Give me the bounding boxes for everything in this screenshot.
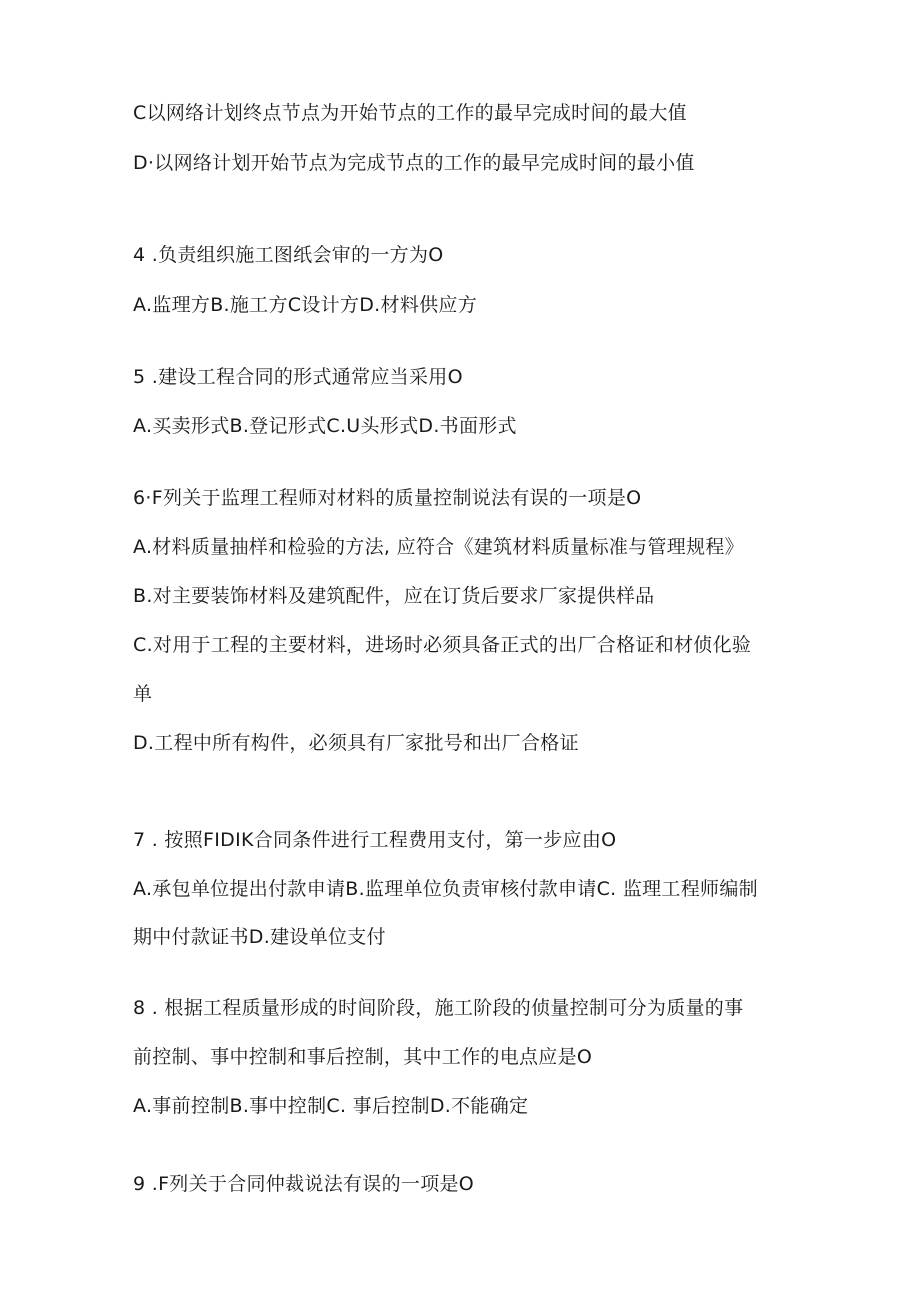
question-6: 6·F列关于监理工程师对材料的质量控制说法有误的一项是O (133, 487, 642, 509)
question-8-continued: 前控制、事中控制和事后控制，其中工作的电点应是O (133, 1046, 593, 1068)
options-q8: A.事前控制B.事中控制C. 事后控制D.不能确定 (133, 1095, 529, 1117)
options-q7-continued: 期中付款证书D.建设单位支付 (133, 926, 386, 948)
question-8: 8 . 根据工程质量形成的时间阶段，施工阶段的侦量控制可分为质量的事 (133, 997, 744, 1019)
question-4: 4 .负责组织施工图纸会审的一方为O (133, 244, 444, 266)
options-q5: A.买卖形式B.登记形式C.U头形式D.书面形式 (133, 415, 517, 437)
option-b-q6: B.对主要装饰材料及建筑配件，应在订货后要求厂家提供样品 (133, 585, 655, 607)
option-c-q6-continued: 单 (133, 683, 153, 705)
question-5: 5 .建设工程合同的形式通常应当采用O (133, 366, 463, 388)
option-c-q3: C以网络计划终点节点为开始节点的工作的最早完成时间的最大值 (133, 102, 687, 124)
option-d-q3: D·以网络计划开始节点为完成节点的工作的最早完成时间的最小值 (133, 152, 695, 174)
option-a-q6: A.材料质量抽样和检验的方法, 应符合《建筑材料质量标准与管理规程》 (133, 536, 744, 558)
options-q7: A.承包单位提出付款申请B.监理单位负责审核付款申请C. 监理工程师编制 (133, 878, 758, 900)
question-7: 7 . 按照FIDIK合同条件进行工程费用支付，第一步应由O (133, 829, 617, 851)
option-d-q6: D.工程中所有构件，必须具有厂家批号和出厂合格证 (133, 732, 579, 754)
options-q4: A.监理方B.施工方C设计方D.材料供应方 (133, 294, 478, 316)
option-c-q6: C.对用于工程的主要材料，进场时必须具备正式的出厂合格证和材侦化验 (133, 634, 752, 656)
question-9: 9 .F列关于合同仲裁说法有误的一项是O (133, 1173, 475, 1195)
